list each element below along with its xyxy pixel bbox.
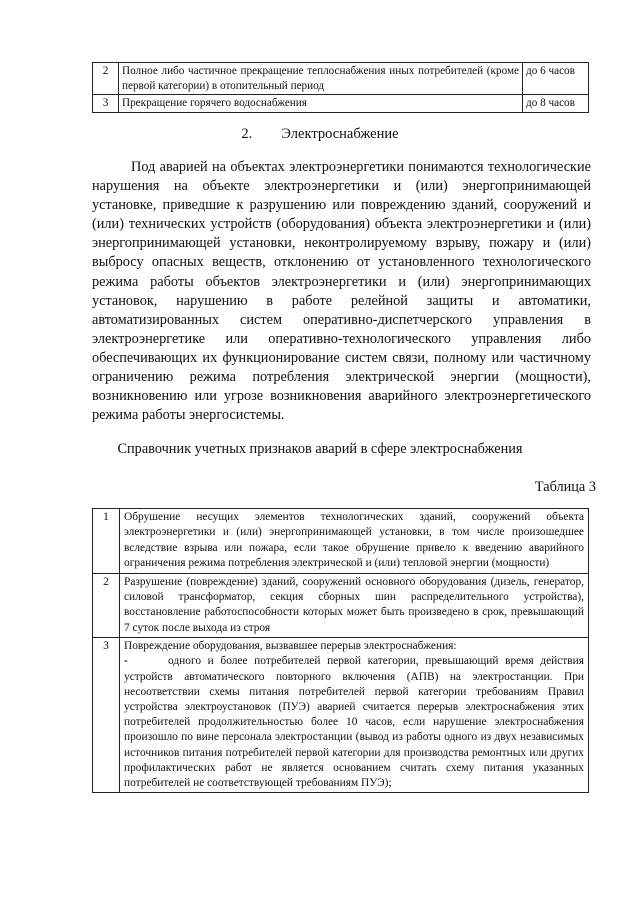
section-number: 2.: [241, 126, 253, 142]
top-table: [92, 62, 589, 113]
row-number: 3: [93, 95, 119, 113]
table-label: Таблица 3: [534, 479, 596, 495]
table-row: [93, 638, 589, 793]
row-description: [120, 638, 589, 793]
main-table: [92, 508, 589, 793]
table-row: [93, 95, 589, 113]
row-number: 3: [93, 638, 120, 793]
row-duration: до 8 часов: [523, 95, 589, 113]
section-title: Электроснабжение: [281, 126, 399, 142]
row-lead-text: Повреждение оборудования, вызвавшее перерыв электроснабжения:: [124, 640, 457, 653]
bullet-item: [124, 654, 584, 791]
body-paragraph: Под аварией на объектах электроэнергетики понимаются технологические нарушения на объекте электроэнергетики и (или) энергопринимающей установке, приведшие к разрушению или повреждению зданий, сооружений и (или) технических устройств (оборудования) объекта электроэнергетики и (или) энергопринимающей установки, неконтролируемому взрыву, пожару и (или) выбросу опасных веществ, отклонению от установленного технологического режима работы объектов электроэнергетики и (или) энергопринимающих установок, нарушению в работе релейной защиты и автоматики, автоматизированных систем оперативно-диспетчерского управления в электроэнергетике или оперативно-технологического управления либо обеспечивающих их функционирование систем связи, полному или частичному ограничению режима потребления электрической энергии (мощности), возникновению или угрозе возникновения аварийного электроэнергетического режима работы энергосистемы.: [92, 159, 591, 424]
bullet-marker: -: [124, 655, 128, 668]
row-number: 1: [93, 509, 120, 574]
row-description: Обрушение несущих элементов технологических зданий, сооружений объекта электроэнергетики и (или) энергопринимающей установки, в том числе произошедшее вследствие взрыва или пожара, если такое обрушение привело к введению аварийного ограничения режима потребления электрической и (или) тепловой энергии (мощности): [120, 509, 589, 574]
row-number: 2: [93, 63, 119, 95]
reference-caption: Справочник учетных признаков аварий в сфере электроснабжения: [117, 441, 523, 457]
table-row: [93, 509, 589, 574]
row-description: Разрушение (повреждение) зданий, сооружений основного оборудования (дизель, генератор, силовой трансформатор, секция сборных шин распределительного устройства), восстановление работоспособности которых может быть произведено в срок, превышающий 7 суток после выхода из строя: [120, 573, 589, 638]
table-row: [93, 63, 589, 95]
bullet-text: одного и более потребителей первой категории, превышающий время действия устройств автоматического повторного включения (АПВ) на электростанции. При несоответствии схемы питания потребителей первой категории требованиям Правил устройства электроустановок (ПУЭ) аварией считается перерыв электроснабжения этих потребителей продолжительностью более 10 часов, если нарушение электроснабжения произошло по вине персонала электростанции (вывод из работы одного из двух независимых источников питания потребителей первой категории для производства ремонтных или других профилактических работ не является основанием считать схему питания указанных потребителей не соответствующей требованиям ПУЭ);: [124, 655, 584, 790]
row-description: Полное либо частичное прекращение теплоснабжения иных потребителей (кроме первой категории) в отопительный период: [119, 63, 523, 95]
section-heading: [0, 125, 640, 143]
table-row: [93, 573, 589, 638]
row-duration: до 6 часов: [523, 63, 589, 95]
row-description: Прекращение горячего водоснабжения: [119, 95, 523, 113]
row-number: 2: [93, 573, 120, 638]
